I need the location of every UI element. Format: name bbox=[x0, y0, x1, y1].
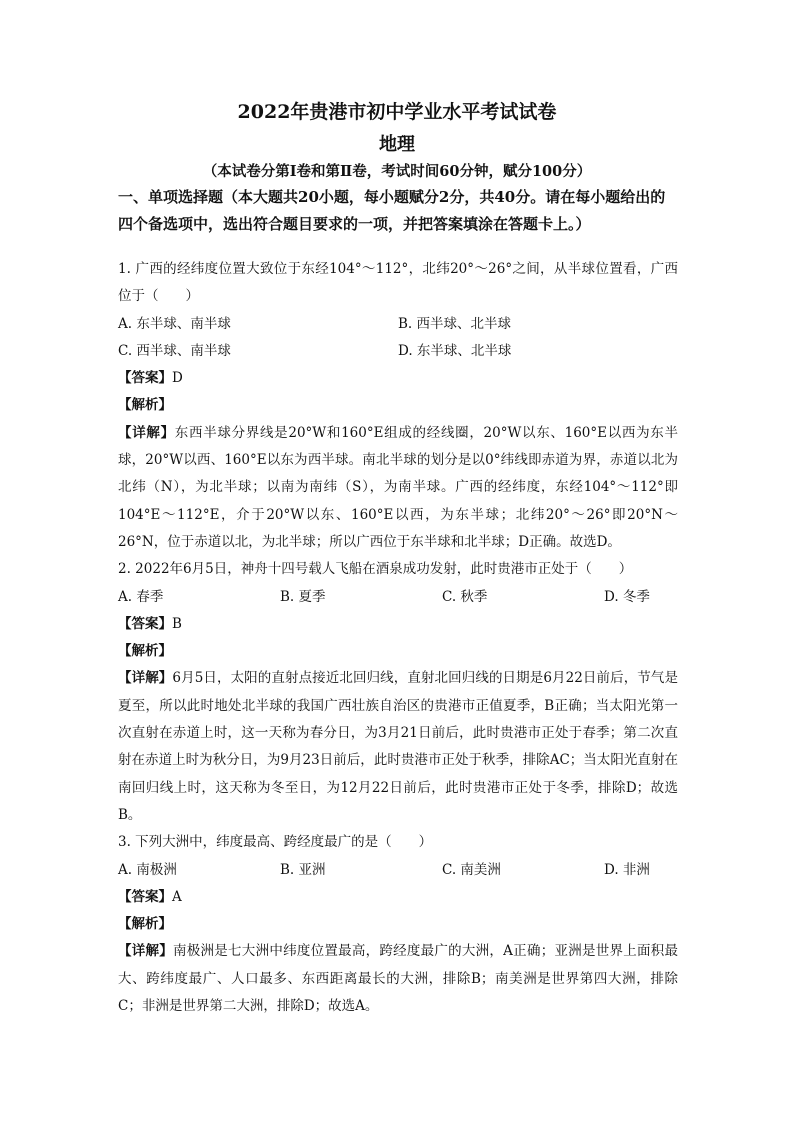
answer-value: B bbox=[172, 615, 182, 632]
analysis-label: 【解析】 bbox=[118, 397, 172, 414]
option: B. 西半球、北半球 bbox=[398, 315, 512, 332]
detail-label: 【详解】 bbox=[118, 943, 174, 960]
option: A. 东半球、南半球 bbox=[118, 315, 231, 332]
option-row bbox=[118, 338, 678, 365]
subject-title: 地理 bbox=[379, 134, 415, 155]
answer-label: 【答案】 bbox=[118, 615, 172, 632]
option: A. 春季 bbox=[118, 588, 164, 605]
answer-value: A bbox=[172, 888, 182, 905]
analysis-label: 【解析】 bbox=[118, 643, 172, 660]
option-row bbox=[118, 857, 678, 884]
answer-line bbox=[118, 884, 678, 911]
option: D. 东半球、北半球 bbox=[398, 342, 512, 359]
question-stem: 3. 下列大洲中，纬度最高、跨经度最广的是（ ） bbox=[118, 834, 433, 851]
option: A. 南极洲 bbox=[118, 861, 177, 878]
detail-paragraph bbox=[118, 420, 678, 556]
answer-line bbox=[118, 611, 678, 638]
answer-line bbox=[118, 365, 678, 392]
question-stem: 1. 广西的经纬度位置大致位于东经104°～112°，北纬20°～26°之间，从半球位置看，广西位于（ ） bbox=[118, 261, 678, 305]
option-row bbox=[118, 584, 678, 611]
detail-text: 6月5日，太阳的直射点接近北回归线，直射北回归线的日期是6月22日前后，节气是夏至，所以此时地处北半球的我国广西壮族自治区的贵港市正值夏季，B正确；当太阳光第一次直射在赤道上时，这一天称为春分日，为3月21日前后，此时贵港市正处于春季；第二次直射在赤道上时为秋分日，为9月23日前后，此时贵港市正处于秋季，排除AC；当太阳光直射在南回归线上时，这天称为冬至日，为12月22日前后，此时贵港市正处于冬季，排除D；故选B。 bbox=[118, 670, 679, 823]
option: C. 南美洲 bbox=[442, 861, 501, 878]
detail-label: 【详解】 bbox=[118, 670, 173, 687]
analysis-label: 【解析】 bbox=[118, 916, 172, 933]
detail-paragraph bbox=[118, 938, 678, 1020]
answer-label: 【答案】 bbox=[118, 370, 172, 387]
option: D. 冬季 bbox=[604, 588, 650, 605]
detail-paragraph bbox=[118, 665, 678, 829]
option: D. 非洲 bbox=[604, 861, 650, 878]
question-list bbox=[118, 256, 678, 1020]
question-stem: 2. 2022年6月5日，神舟十四号载人飞船在酒泉成功发射，此时贵港市正处于（ ） bbox=[118, 561, 633, 578]
detail-text: 南极洲是七大洲中纬度位置最高，跨经度最广的大洲，A正确；亚洲是世界上面积最大、跨纬度最广、人口最多、东西距离最长的大洲，排除B；南美洲是世界第四大洲，排除C；非洲是世界第二大洲，排除D；故选A。 bbox=[118, 943, 679, 1015]
exam-title: 2022年贵港市初中学业水平考试试卷 bbox=[237, 101, 557, 123]
option-row bbox=[118, 311, 678, 338]
exam-note: （本试卷分第Ⅰ卷和第Ⅱ卷，考试时间60分钟，赋分100分） bbox=[202, 163, 592, 180]
detail-label: 【详解】 bbox=[118, 424, 175, 441]
option: B. 亚洲 bbox=[280, 861, 326, 878]
answer-label: 【答案】 bbox=[118, 888, 172, 905]
answer-value: D bbox=[172, 370, 183, 387]
detail-text: 东西半球分界线是20°W和160°E组成的经线圈，20°W以东、160°E以西为东半球，20°W以西、160°E以东为西半球。南北半球的划分是以0°纬线即赤道为界，赤道以北为北纬（N），为北半球；以南为南纬（S），为南半球。广西的经纬度，东经104°～112°即104°E～112°E，介于20°W以东、160°E以西，为东半球；北纬20°～26°即20°N～26°N，位于赤道以北，为北半球；所以广西位于东半球和北半球；D正确。故选D。 bbox=[118, 424, 678, 550]
option: C. 秋季 bbox=[442, 588, 488, 605]
option: B. 夏季 bbox=[280, 588, 326, 605]
section-heading: 一、单项选择题（本大题共20小题，每小题赋分2分，共40分。请在每小题给出的四个备选项中，选出符合题目要求的一项，并把答案填涂在答题卡上。） bbox=[118, 188, 666, 233]
option: C. 西半球、南半球 bbox=[118, 342, 231, 359]
